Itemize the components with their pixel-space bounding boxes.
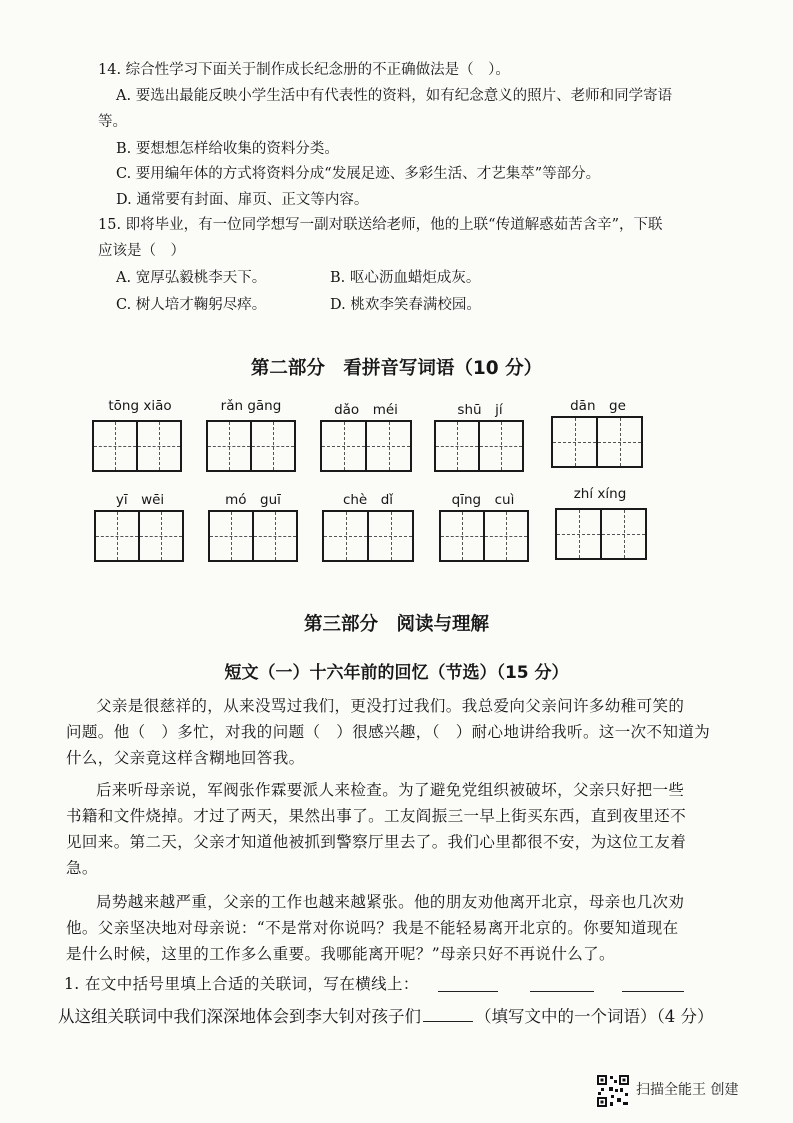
writing-grid[interactable] <box>320 420 412 472</box>
passage-line: 书籍和文件烧掉。才过了两天，果然出事了。工友阎振三一早上街买东西，直到夜里还不 <box>66 807 687 825</box>
writing-grid[interactable] <box>322 510 414 562</box>
answer-blank[interactable] <box>530 977 594 992</box>
question-1-followup <box>58 1003 714 1027</box>
pinyin-label: yī wēi <box>115 492 165 508</box>
q14-stem: 14. 综合性学习下面关于制作成长纪念册的不正确做法是（ ）。 <box>98 62 510 78</box>
pinyin-label: tōng xiāo <box>108 398 172 414</box>
q14-option-c: C. 要用编年体的方式将资料分成“发展足迹、多彩生活、才艺集萃”等部分。 <box>116 166 601 182</box>
passage-line: 见回来。第二天，父亲才知道他被抓到警察厅里去了。我们心里都很不安，为这位工友着 <box>66 833 687 851</box>
pinyin-label: dān ge <box>570 398 626 414</box>
answer-blank[interactable] <box>438 977 498 992</box>
q14-option-a-cont: 等。 <box>98 114 127 130</box>
q14-option-d: D. 通常要有封面、扉页、正文等内容。 <box>116 192 369 208</box>
q14-option-b: B. 要想想怎样给收集的资料分类。 <box>116 141 339 157</box>
passage-line: 问题。他（ ）多忙，对我的问题（ ）很感兴趣，（ ）耐心地讲给我听。这一次不知道为 <box>66 723 711 741</box>
q15-stem-cont: 应该是（ ） <box>98 243 185 259</box>
qr-code-icon <box>596 1074 630 1108</box>
question-1-followup-text: 从这组关联词中我们深深地体会到李大钊对孩子们 <box>58 1007 421 1026</box>
pinyin-label: zhí xíng <box>573 486 627 502</box>
writing-grid[interactable] <box>434 420 524 472</box>
passage-line: 父亲是很慈祥的，从来没骂过我们，更没打过我们。我总爱向父亲问许多幼稚可笑的 <box>96 697 685 715</box>
pinyin-label: mó guī <box>225 492 281 508</box>
part3-title: 第三部分 阅读与理解 <box>303 614 489 635</box>
passage-line: 是什么时候，这里的工作多么重要。我哪能离开呢？”母亲只好不再说什么了。 <box>66 945 615 963</box>
passage-line: 急。 <box>66 859 98 877</box>
passage-line: 他。父亲坚决地对母亲说：“不是常对你说吗？我是不能轻易离开北京的。你要知道现在 <box>66 919 679 937</box>
q15-option-b: B. 呕心沥血蜡炬成灰。 <box>330 270 481 286</box>
passage-line: 什么，父亲竟这样含糊地回答我。 <box>66 749 305 767</box>
question-1-followup-hint: （填写文中的一个词语）（4 分） <box>475 1007 714 1026</box>
writing-grid[interactable] <box>206 420 296 472</box>
part2-title: 第二部分 看拼音写词语（10 分） <box>250 358 543 379</box>
answer-blank[interactable] <box>622 977 684 992</box>
writing-grid[interactable] <box>555 508 647 560</box>
q15-option-a: A. 宽厚弘毅桃李天下。 <box>116 270 267 286</box>
q15-option-d: D. 桃欢李笑春满校园。 <box>330 297 481 313</box>
passage-line: 后来听母亲说，军阀张作霖要派人来检查。为了避免党组织被破坏，父亲只好把一些 <box>96 781 685 799</box>
answer-blank[interactable] <box>423 1007 473 1022</box>
pinyin-label: rǎn gāng <box>220 398 282 414</box>
scanner-watermark: 扫描全能王 创建 <box>636 1082 739 1098</box>
pinyin-label: shū jí <box>457 402 503 418</box>
pinyin-label: chè dǐ <box>342 492 394 508</box>
writing-grid[interactable] <box>92 420 182 472</box>
pinyin-label: dǎo méi <box>334 402 398 418</box>
pinyin-label: qīng cuì <box>451 492 515 508</box>
q15-option-c: C. 树人培才鞠躬尽瘁。 <box>116 297 267 313</box>
writing-grid[interactable] <box>94 510 184 562</box>
passage-line: 局势越来越严重，父亲的工作也越来越紧张。他的朋友劝他离开北京，母亲也几次劝 <box>96 893 685 911</box>
q15-stem: 15. 即将毕业，有一位同学想写一副对联送给老师，他的上联“传道解惑茹苦含辛”，下联 <box>98 217 663 233</box>
passage-title: 短文（一）十六年前的回忆（节选）（15 分） <box>224 663 569 683</box>
writing-grid[interactable] <box>551 416 643 468</box>
q14-option-a: A. 要选出最能反映小学生活中有代表性的资料，如有纪念意义的照片、老师和同学寄语 <box>116 88 673 104</box>
writing-grid[interactable] <box>208 510 298 562</box>
question-1-prompt: 1. 在文中括号里填上合适的关联词，写在横线上： <box>64 975 419 993</box>
writing-grid[interactable] <box>439 510 529 562</box>
